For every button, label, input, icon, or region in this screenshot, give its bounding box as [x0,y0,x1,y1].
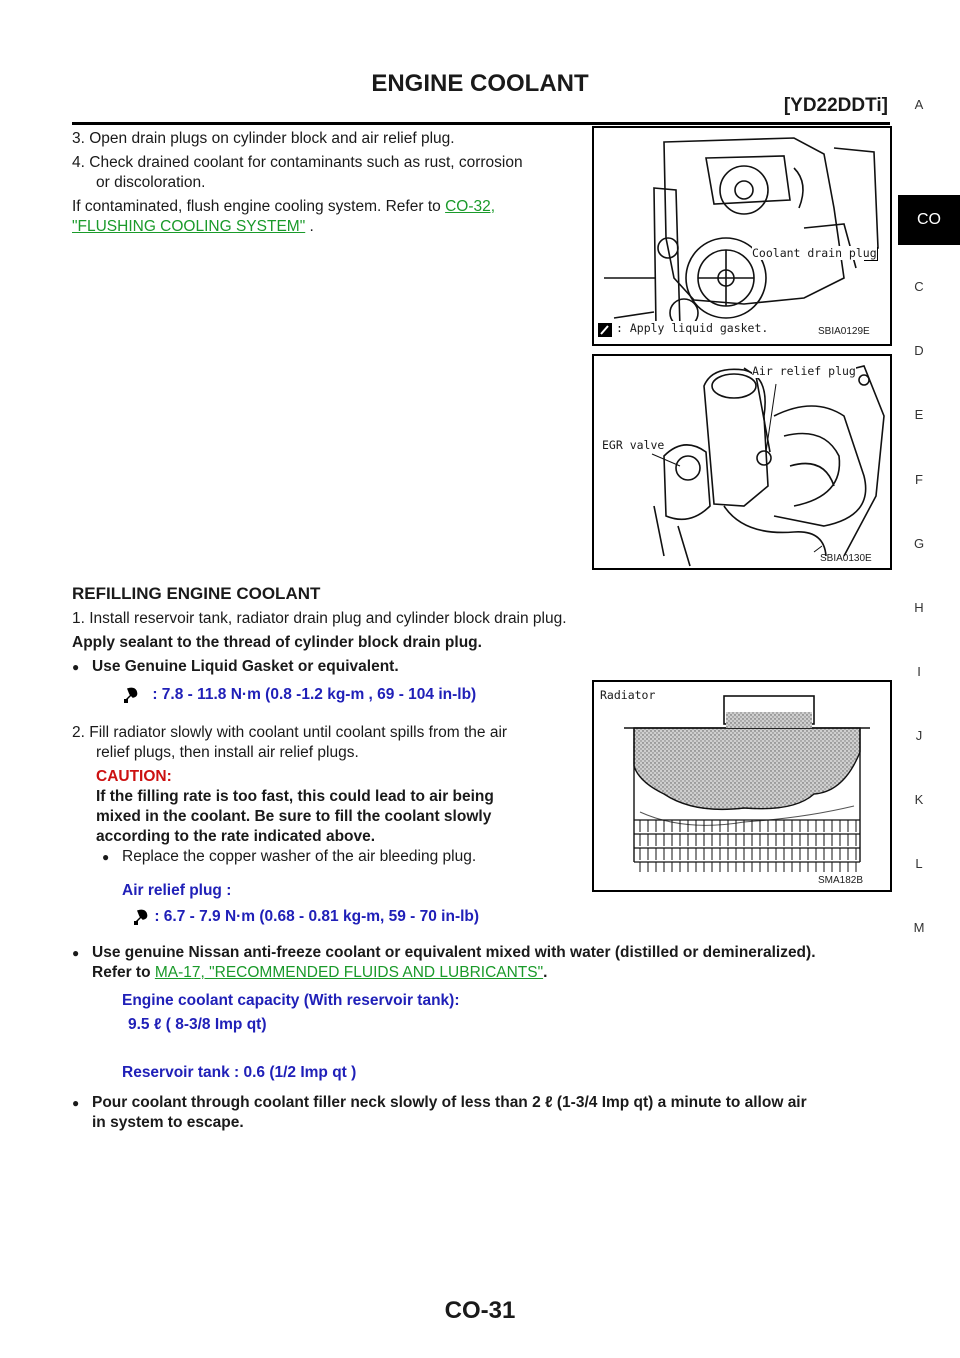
sub-bullet-copper-washer: ● Replace the copper washer of the air bleeding plug. [102,846,476,868]
side-index-co-tab[interactable]: CO [898,195,960,245]
caution-line-2: mixed in the coolant. Be sure to fill the coolant slowly [96,808,492,825]
step-4: 4. Check drained coolant for contaminants such as rust, corrosion [72,154,523,171]
caution-label: CAUTION: [96,768,172,785]
caution-line-1: If the filling rate is too fast, this could lead to air being [96,788,494,805]
bullet-anti-freeze: ● Use genuine Nissan anti-freeze coolant or equivalent mixed with water (distilled or demineralized). [72,942,816,964]
side-index-c[interactable]: C [914,279,924,294]
flush-link-page[interactable]: CO-32, [445,198,496,215]
bullet-pour-coolant-cont: in system to escape. [92,1114,244,1131]
figure-id: SMA182B [818,875,864,886]
radiator-drawing [594,682,890,890]
capacity-label: Engine coolant capacity (With reservoir tank): [122,992,460,1009]
bullet-icon: ● [72,946,80,960]
figure-air-relief-plug [592,354,892,570]
side-index-h[interactable]: H [914,600,924,615]
side-index-j[interactable]: J [915,728,923,743]
bullet-icon: ● [72,1096,80,1110]
side-index-g[interactable]: G [913,536,925,551]
label-radiator: Radiator [600,688,656,702]
refill-step-2-cont: relief plugs, then install air relief plugs. [96,744,359,761]
side-index-m[interactable]: M [913,920,925,935]
step-3: 3. Open drain plugs on cylinder block and air relief plug. [72,130,455,147]
torque-wrench-icon [122,686,140,704]
torque-spec-1: : 7.8 - 11.8 N·m (0.8 -1.2 kg-m , 69 - 104 in-lb) [122,684,476,705]
section-heading: REFILLING ENGINE COOLANT [72,584,321,603]
refill-step-2: 2. Fill radiator slowly with coolant until coolant spills from the air [72,724,508,741]
label-apply-liquid-gasket: : Apply liquid gasket. [616,321,769,335]
figure-coolant-drain-plug [592,126,892,346]
reservoir-capacity: Reservoir tank : 0.6 (1/2 Imp qt ) [122,1064,357,1081]
header-rule [72,122,890,125]
capacity-value: 9.5 ℓ ( 8-3/8 Imp qt) [128,1016,267,1033]
figure-radiator [592,680,892,892]
side-index-i[interactable]: I [917,664,921,679]
engine-drawing [594,128,890,344]
refill-step-1: 1. Install reservoir tank, radiator drain plug and cylinder block drain plug. [72,610,567,627]
bullet-icon: ● [72,660,80,674]
bullet-anti-freeze-ref: Refer to MA-17, "RECOMMENDED FLUIDS AND LUBRICANTS". [92,964,548,981]
flush-note-cont: "FLUSHING COOLING SYSTEM" . [72,218,314,235]
engine-code: [YD22DDTi] [783,95,888,116]
recommended-fluids-link[interactable]: MA-17, "RECOMMENDED FLUIDS AND LUBRICANTS" [154,964,544,981]
torque-spec-2: : 6.7 - 7.9 N·m (0.68 - 0.81 kg-m, 59 - 70 in-lb) [132,906,479,927]
bullet-liquid-gasket: ● Use Genuine Liquid Gasket or equivalent. [72,656,399,678]
figure-id: SBIA0130E [820,553,872,564]
step-4-cont: or discoloration. [96,174,206,191]
side-index-k[interactable]: K [914,792,924,807]
bullet-icon: ● [102,850,110,864]
torque-wrench-icon [132,908,150,926]
sealant-instruction: Apply sealant to the thread of cylinder block drain plug. [72,634,482,651]
side-index-d[interactable]: D [914,343,924,358]
side-index-a[interactable]: A [914,97,924,112]
air-relief-drawing [594,356,890,568]
side-index-e[interactable]: E [914,407,924,422]
bullet-pour-coolant: ● Pour coolant through coolant filler neck slowly of less than 2 ℓ (1-3/4 Imp qt) a minute to allow air [72,1092,807,1114]
figure-id: SBIA0129E [818,326,870,337]
side-index-l[interactable]: L [915,856,923,871]
flush-note: If contaminated, flush engine cooling system. Refer to CO-32, [72,198,496,215]
label-air-relief-plug: Air relief plug [752,364,856,378]
label-coolant-drain-plug: Coolant drain plug [752,246,877,260]
air-relief-plug-label: Air relief plug : [122,882,232,899]
side-index-f[interactable]: F [915,472,923,487]
page-title: ENGINE COOLANT [371,70,589,97]
label-egr-valve: EGR valve [602,438,665,452]
flush-link-title[interactable]: "FLUSHING COOLING SYSTEM" [72,218,306,235]
caution-line-3: according to the rate indicated above. [96,828,376,845]
page-number: CO-31 [444,1297,516,1324]
